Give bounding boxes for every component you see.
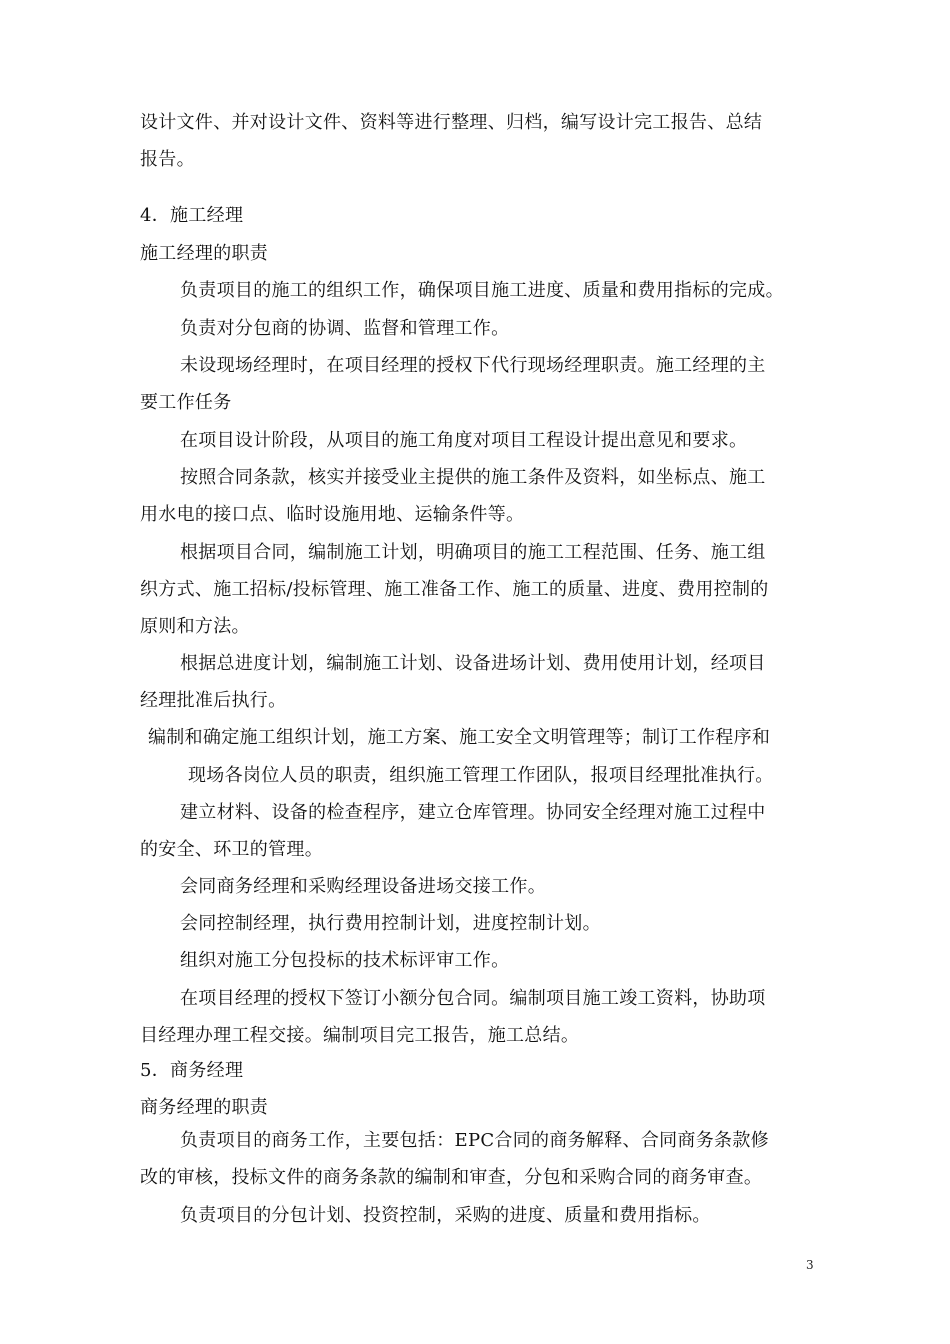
- paragraph-line: 未设现场经理时，在项目经理的授权下代行现场经理职责。施工经理的主: [180, 355, 766, 376]
- subsection-heading: 施工经理的职责: [140, 243, 269, 264]
- paragraph-line: 用水电的接口点、临时设施用地、运输条件等。: [140, 504, 525, 525]
- paragraph-line: 根据项目合同，编制施工计划，明确项目的施工工程范围、任务、施工组: [180, 542, 766, 563]
- paragraph-line: 在项目设计阶段，从项目的施工角度对项目工程设计提出意见和要求。: [180, 430, 748, 451]
- paragraph-line: 经理批准后执行。: [140, 690, 287, 711]
- section-heading: 5．商务经理: [140, 1060, 244, 1081]
- section-heading: 4．施工经理: [140, 205, 244, 226]
- paragraph-line: 织方式、施工招标/投标管理、施工准备工作、施工的质量、进度、费用控制的: [140, 579, 769, 600]
- paragraph-line: 设计文件、并对设计文件、资料等进行整理、归档，编写设计完工报告、总结: [140, 112, 763, 133]
- page-number: 3: [806, 1258, 814, 1272]
- subsection-heading: 商务经理的职责: [140, 1097, 269, 1118]
- paragraph-line: 负责项目的商务工作，主要包括：EPC合同的商务解释、合同商务条款修: [180, 1130, 769, 1151]
- paragraph-line: 组织对施工分包投标的技术标评审工作。: [180, 950, 510, 971]
- paragraph-line: 原则和方法。: [140, 616, 250, 637]
- paragraph-line: 建立材料、设备的检查程序，建立仓库管理。协同安全经理对施工过程中: [180, 802, 766, 823]
- paragraph-line: 会同控制经理，执行费用控制计划，进度控制计划。: [180, 913, 601, 934]
- paragraph-line: 改的审核，投标文件的商务条款的编制和审查，分包和采购合同的商务审查。: [140, 1167, 763, 1188]
- paragraph-line: 负责对分包商的协调、监督和管理工作。: [180, 318, 510, 339]
- paragraph-line: 负责项目的分包计划、投资控制，采购的进度、质量和费用指标。: [180, 1205, 711, 1226]
- paragraph-line: 报告。: [140, 149, 195, 170]
- paragraph-line: 会同商务经理和采购经理设备进场交接工作。: [180, 876, 546, 897]
- paragraph-line: 要工作任务: [140, 392, 232, 413]
- paragraph-line: 目经理办理工程交接。编制项目完工报告，施工总结。: [140, 1025, 580, 1046]
- paragraph-line: 按照合同条款，核实并接受业主提供的施工条件及资料，如坐标点、施工: [180, 467, 766, 488]
- paragraph-line: 根据总进度计划，编制施工计划、设备进场计划、费用使用计划，经项目: [180, 653, 766, 674]
- paragraph-line: 负责项目的施工的组织工作，确保项目施工进度、质量和费用指标的完成。: [180, 280, 784, 301]
- paragraph-line: 现场各岗位人员的职责，组织施工管理工作团队，报项目经理批准执行。: [188, 765, 774, 786]
- paragraph-line: 编制和确定施工组织计划，施工方案、施工安全文明管理等；制订工作程序和: [148, 727, 771, 748]
- paragraph-line: 的安全、环卫的管理。: [140, 839, 323, 860]
- paragraph-line: 在项目经理的授权下签订小额分包合同。编制项目施工竣工资料，协助项: [180, 988, 766, 1009]
